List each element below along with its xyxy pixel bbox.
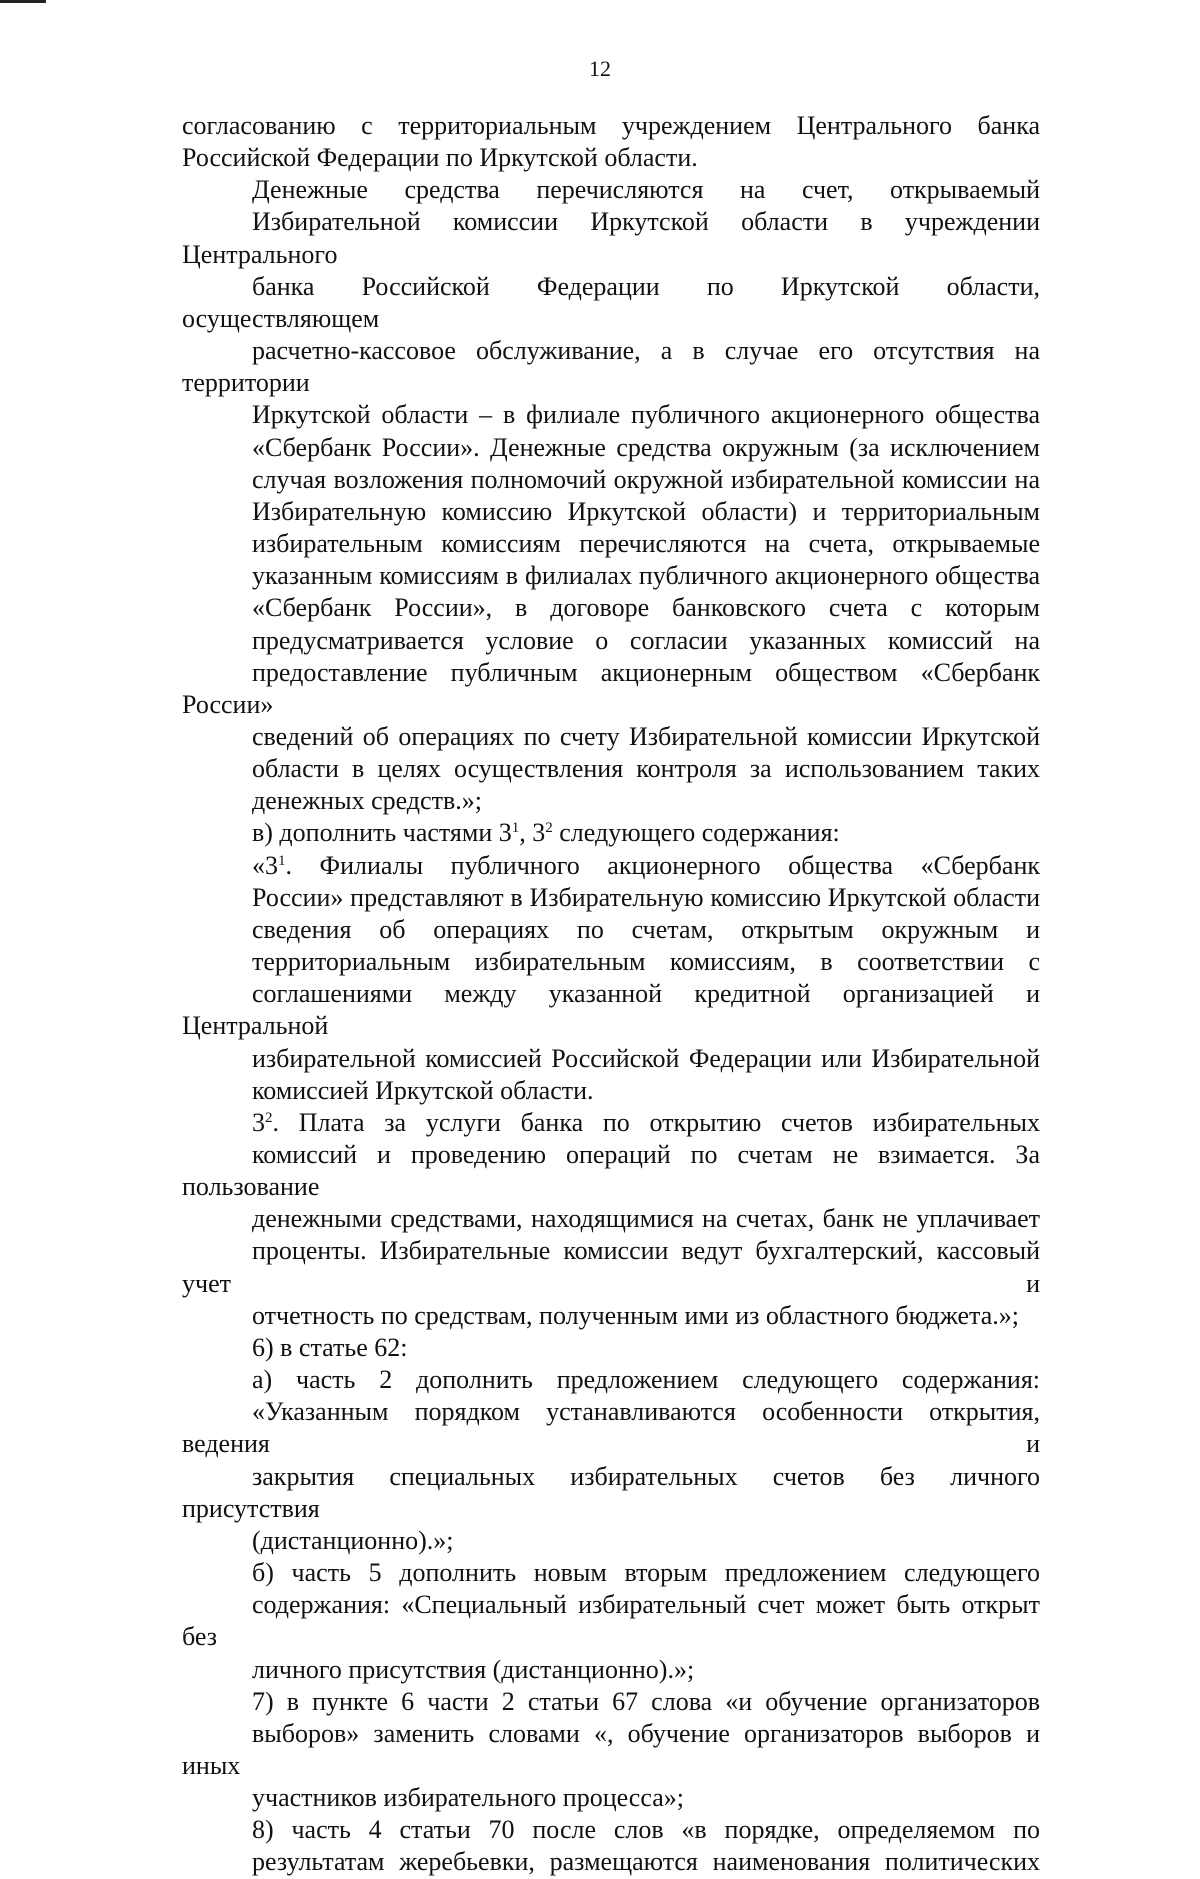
text-line: России» представляют в Избирательную комиссию Иркутской области xyxy=(252,882,1040,912)
text-line: комиссией Иркутской области. xyxy=(252,1075,594,1105)
text-line: «Указанным порядком устанавливаются особенности открытия, ведения и xyxy=(182,1397,1040,1459)
text-line: результатам жеребьевки, размещаются наименования политических xyxy=(252,1847,1040,1877)
text-line: закрытия специальных избирательных счетов без личного присутствия xyxy=(182,1461,1040,1523)
text-line: указанным комиссиям в филиалах публичного акционерного общества xyxy=(252,561,1040,591)
paragraph xyxy=(182,1686,1040,1815)
text-line: «Сбербанк России», в договоре банковского счета с которым xyxy=(252,593,1040,623)
text-line: личного присутствия (дистанционно).»; xyxy=(252,1654,695,1684)
document-body xyxy=(182,110,1040,1879)
text-line: выборов» заменить словами «, обучение организаторов выборов и иных xyxy=(182,1718,1040,1780)
text-line: Избирательной комиссии Иркутской области в учреждении Центрального xyxy=(182,207,1040,269)
text-line: Российской Федерации по Иркутской области. xyxy=(182,143,698,173)
text-line: расчетно-кассовое обслуживание, а в случае его отсутствия на территории xyxy=(182,336,1040,398)
superscript-index: 2 xyxy=(545,820,553,837)
text-line: денежных средств.»; xyxy=(252,786,482,816)
text-line: «Сбербанк России». Денежные средства окружным (за исключением xyxy=(252,432,1040,462)
text-line: в) дополнить частями $3^1$, $3^2$ следующего содержания: xyxy=(252,818,840,848)
text-line: области в целях осуществления контроля за использованием таких xyxy=(252,754,1040,784)
text-line: случая возложения полномочий окружной избирательной комиссии на xyxy=(252,464,1040,494)
text-line: проценты. Избирательные комиссии ведут бухгалтерский, кассовый учет и xyxy=(182,1236,1040,1298)
text-line: согласованию с территориальным учреждением Центрального банка xyxy=(182,111,1040,140)
text-line: банка Российской Федерации по Иркутской области, осуществляющем xyxy=(182,271,1040,333)
text-line: отчетность по средствам, полученным ими из областного бюджета.»; xyxy=(252,1300,1019,1330)
text-line: избирательной комиссией Российской Федерации или Избирательной xyxy=(252,1043,1040,1073)
paragraph xyxy=(182,174,1040,817)
text-line: участников избирательного процесса»; xyxy=(252,1783,684,1813)
text-line: предусматривается условие о согласии указанных комиссий на xyxy=(252,625,1040,655)
text-line: Иркутской области – в филиале публичного акционерного общества xyxy=(252,400,1040,430)
text-line: 7) в пункте 6 части 2 статьи 67 слова «и обучение организаторов xyxy=(252,1686,1040,1716)
text-line: комиссий и проведению операций по счетам не взимается. За пользование xyxy=(182,1140,1040,1202)
text-line: содержания: «Специальный избирательный счет может быть открыт без xyxy=(182,1590,1040,1652)
paragraph xyxy=(182,817,1040,849)
page-number: 12 xyxy=(589,56,611,81)
paragraph xyxy=(182,1557,1040,1686)
text-line: денежными средствами, находящимися на счетах, банк не уплачивает xyxy=(252,1204,1040,1234)
paragraph xyxy=(182,1332,1040,1364)
paragraph xyxy=(182,1107,1040,1332)
paragraph xyxy=(182,1364,1040,1557)
text-line: предоставление публичным акционерным обществом «Сбербанк России» xyxy=(182,657,1040,719)
text-line: территориальным избирательным комиссиям, в соответствии с xyxy=(252,947,1040,977)
text-line: соглашениями между указанной кредитной организацией и Центральной xyxy=(182,979,1040,1041)
text-line: $3^2$. Плата за услуги банка по открытию счетов избирательных xyxy=(252,1107,1040,1137)
text-line: Избирательную комиссию Иркутской области) и территориальным xyxy=(252,496,1040,526)
scan-edge-mark xyxy=(0,0,46,3)
superscript-index: 2 xyxy=(265,1109,273,1126)
text-line: (дистанционно).»; xyxy=(252,1525,454,1555)
text-line: «$3^1$. Филиалы публичного акционерного общества «Сбербанк xyxy=(252,850,1040,880)
text-line: 6) в статье 62: xyxy=(252,1332,408,1362)
text-line: сведения об операциях по счетам, открытым окружным и xyxy=(252,914,1040,944)
text-line: сведений об операциях по счету Избирательной комиссии Иркутской xyxy=(252,721,1040,751)
superscript-index: 1 xyxy=(278,852,286,869)
paragraph xyxy=(182,850,1040,1107)
text-line: 8) часть 4 статьи 70 после слов «в порядке, определяемом по xyxy=(252,1815,1040,1845)
paragraph xyxy=(182,1814,1040,1878)
text-line: б) часть 5 дополнить новым вторым предложением следующего xyxy=(252,1558,1040,1588)
paragraph xyxy=(182,110,1040,174)
superscript-index: 1 xyxy=(511,820,520,837)
text-line: а) часть 2 дополнить предложением следующего содержания: xyxy=(252,1365,1040,1395)
text-line: избирательным комиссиям перечисляются на счета, открываемые xyxy=(252,529,1040,559)
text-line: Денежные средства перечисляются на счет, открываемый xyxy=(252,175,1040,205)
